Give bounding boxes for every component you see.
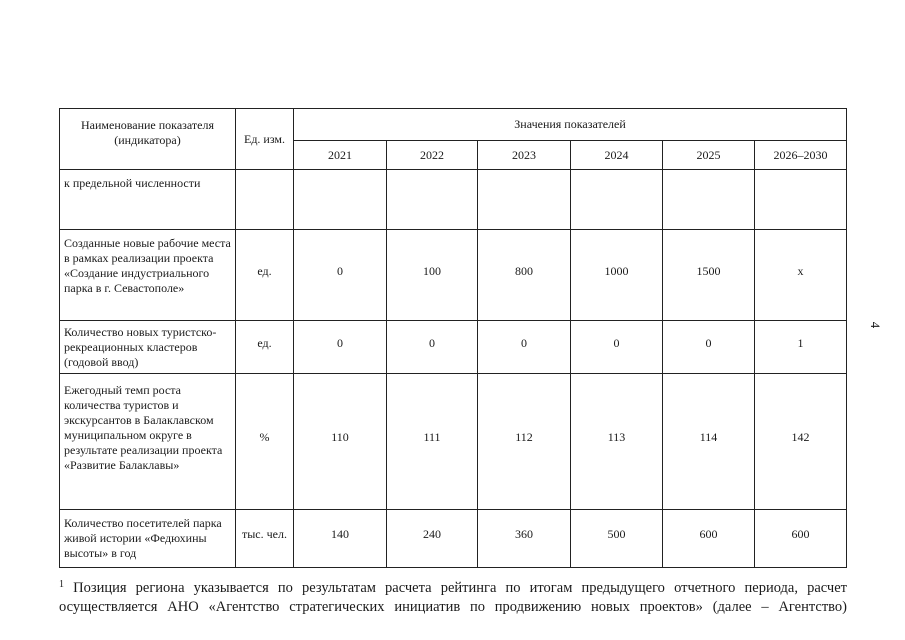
indicator-value: 110 bbox=[294, 374, 387, 510]
header-indicator-name: Наименование показателя (индикатора) bbox=[60, 109, 236, 170]
indicator-value: 0 bbox=[663, 321, 755, 374]
indicator-value: 112 bbox=[478, 374, 571, 510]
indicator-unit: ед. bbox=[236, 321, 294, 374]
indicator-name: Количество новых туристско-рекреационных кластеров (годовой ввод) bbox=[60, 321, 236, 374]
indicator-value: 0 bbox=[294, 321, 387, 374]
header-unit: Ед. изм. bbox=[236, 109, 294, 170]
indicator-name: к предельной численности bbox=[60, 170, 236, 230]
header-values: Значения показателей bbox=[294, 109, 847, 141]
indicator-value: х bbox=[755, 230, 847, 321]
header-year: 2024 bbox=[571, 141, 663, 170]
indicator-value bbox=[294, 170, 387, 230]
indicator-unit bbox=[236, 170, 294, 230]
indicator-name: Ежегодный темп роста количества туристов и экскурсантов в Балаклавском муниципальном округе в результате реализации проекта «Развитие Балаклавы» bbox=[60, 374, 236, 510]
indicator-value: 1 bbox=[755, 321, 847, 374]
indicator-value: 111 bbox=[387, 374, 478, 510]
footnote bbox=[59, 575, 847, 617]
indicators-table bbox=[59, 108, 847, 568]
header-year: 2023 bbox=[478, 141, 571, 170]
indicator-value bbox=[663, 170, 755, 230]
indicator-value: 0 bbox=[571, 321, 663, 374]
indicator-value: 100 bbox=[387, 230, 478, 321]
indicator-value: 114 bbox=[663, 374, 755, 510]
indicator-value: 0 bbox=[294, 230, 387, 321]
indicator-value: 113 bbox=[571, 374, 663, 510]
indicator-value: 240 bbox=[387, 510, 478, 568]
indicator-value: 140 bbox=[294, 510, 387, 568]
header-year: 2026–2030 bbox=[755, 141, 847, 170]
indicator-value bbox=[571, 170, 663, 230]
indicator-value bbox=[387, 170, 478, 230]
indicator-value: 0 bbox=[478, 321, 571, 374]
indicator-value: 0 bbox=[387, 321, 478, 374]
table-row bbox=[60, 170, 847, 230]
header-year: 2022 bbox=[387, 141, 478, 170]
indicator-value: 500 bbox=[571, 510, 663, 568]
indicator-value: 600 bbox=[755, 510, 847, 568]
indicator-value: 800 bbox=[478, 230, 571, 321]
indicator-value bbox=[478, 170, 571, 230]
footnote-text: Позиция региона указывается по результатам расчета рейтинга по итогам предыдущего отчетного периода, расчет осуществляется АНО «Агентство стратегических инициатив по продвижению новых проектов» (далее – Агентство) bbox=[59, 580, 848, 615]
indicator-value: 1000 bbox=[571, 230, 663, 321]
indicator-value: 1500 bbox=[663, 230, 755, 321]
footnote-marker: 1 bbox=[59, 579, 64, 590]
table-row bbox=[60, 321, 847, 374]
indicator-unit: ед. bbox=[236, 230, 294, 321]
page-number: 4 bbox=[868, 321, 883, 329]
indicator-name: Созданные новые рабочие места в рамках реализации проекта «Создание индустриального парка в г. Севастополе» bbox=[60, 230, 236, 321]
table-row bbox=[60, 510, 847, 568]
table-row bbox=[60, 230, 847, 321]
header-year: 2021 bbox=[294, 141, 387, 170]
header-year: 2025 bbox=[663, 141, 755, 170]
indicator-unit: % bbox=[236, 374, 294, 510]
indicator-value: 360 bbox=[478, 510, 571, 568]
table-row bbox=[60, 374, 847, 510]
indicator-value: 600 bbox=[663, 510, 755, 568]
indicator-value bbox=[755, 170, 847, 230]
indicator-unit: тыс. чел. bbox=[236, 510, 294, 568]
indicator-name: Количество посетителей парка живой истории «Федюхины высоты» в год bbox=[60, 510, 236, 568]
indicator-value: 142 bbox=[755, 374, 847, 510]
